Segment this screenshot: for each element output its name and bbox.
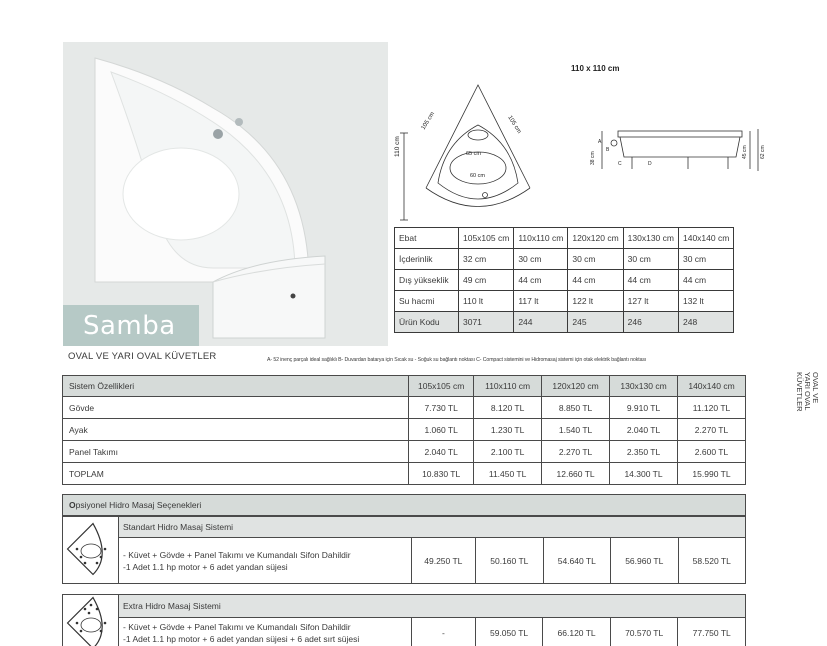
spec-value: 245 <box>568 312 623 333</box>
price-value: 11.120 TL <box>678 397 746 419</box>
spec-row <box>395 270 734 291</box>
system-title-row <box>63 595 746 618</box>
spec-table <box>394 227 734 333</box>
spec-label: Dış yükseklik <box>395 270 459 291</box>
overall-dimension: 110 x 110 cm <box>571 64 620 73</box>
price-value: 2.600 TL <box>678 441 746 463</box>
price-value: 1.060 TL <box>409 419 474 441</box>
price-value: 2.100 TL <box>474 441 542 463</box>
spec-value: 244 <box>514 312 568 333</box>
system-title-row <box>63 517 746 538</box>
spec-row-product-code <box>395 312 734 333</box>
svg-text:38 cm: 38 cm <box>590 151 596 165</box>
system-price: - <box>411 617 475 646</box>
svg-text:105 cm: 105 cm <box>506 114 522 135</box>
spec-value: 110x110 cm <box>514 228 568 249</box>
system-detail-row <box>63 617 746 646</box>
price-row-total <box>63 463 746 485</box>
spec-value: 32 cm <box>459 249 514 270</box>
side-label-line: YARI OVAL <box>803 372 812 411</box>
system-price: 58.520 TL <box>678 538 746 584</box>
price-value: 10.830 TL <box>409 463 474 485</box>
column-header: Sistem Özellikleri <box>63 376 409 397</box>
extra-massage-table <box>62 594 746 646</box>
spec-value: 110 lt <box>459 291 514 312</box>
spec-value: 246 <box>623 312 678 333</box>
column-header: 130x130 cm <box>610 376 678 397</box>
spec-value: 30 cm <box>623 249 678 270</box>
price-value: 2.040 TL <box>610 419 678 441</box>
system-line: -1 Adet 1.1 hp motor + 6 adet yandan süjesi + 6 adet sırt süjesi <box>123 634 360 645</box>
spec-value: 117 lt <box>514 291 568 312</box>
system-price: 49.250 TL <box>411 538 476 584</box>
column-header: 110x110 cm <box>474 376 542 397</box>
spec-value: 30 cm <box>514 249 568 270</box>
price-label: Gövde <box>63 397 409 419</box>
spec-value: 49 cm <box>459 270 514 291</box>
system-price: 77.750 TL <box>678 617 746 646</box>
spec-value: 44 cm <box>514 270 568 291</box>
svg-text:110 cm: 110 cm <box>394 136 401 157</box>
price-row <box>63 441 746 463</box>
spec-value: 30 cm <box>568 249 623 270</box>
jet-layout-icon <box>63 517 119 584</box>
spec-value: 122 lt <box>568 291 623 312</box>
spec-value: 132 lt <box>678 291 733 312</box>
bathtub-illustration <box>63 42 388 346</box>
spec-value: 30 cm <box>678 249 733 270</box>
price-value: 8.850 TL <box>542 397 610 419</box>
spec-value: 120x120 cm <box>568 228 623 249</box>
system-description <box>119 617 412 646</box>
system-line: -1 Adet 1.1 hp motor + 6 adet yandan süjesi <box>123 561 288 572</box>
price-label: Panel Takımı <box>63 441 409 463</box>
optional-title-initial: O <box>69 500 76 510</box>
system-line: - Küvet + Gövde + Panel Takımı ve Kumandalı Sifon Dahildir <box>123 549 351 560</box>
price-label: Ayak <box>63 419 409 441</box>
price-value: 2.270 TL <box>542 441 610 463</box>
drawing-legend: A- 52 inenç parçalı ideal sağlıklı B- Duvardan batarya için Sıcak su - Soğuk su bağlantı noktası C- Compact sistemini ve Hidromasaj sistemi için otak elektrik bağlantı noktası <box>267 357 647 363</box>
price-table <box>62 375 746 485</box>
spec-label: Ürün Kodu <box>395 312 459 333</box>
spec-value: 105x105 cm <box>459 228 514 249</box>
extra-jets-icon <box>63 595 118 646</box>
spec-value: 130x130 cm <box>623 228 678 249</box>
spec-label: İçderinlik <box>395 249 459 270</box>
price-value: 12.660 TL <box>542 463 610 485</box>
standard-jets-icon <box>63 519 118 579</box>
price-value: 2.350 TL <box>610 441 678 463</box>
svg-text:A: A <box>598 139 602 145</box>
spec-value: 44 cm <box>568 270 623 291</box>
spec-value: 127 lt <box>623 291 678 312</box>
price-value: 1.230 TL <box>474 419 542 441</box>
optional-section-title <box>62 494 746 516</box>
spec-value: 44 cm <box>623 270 678 291</box>
system-detail-row <box>63 538 746 584</box>
price-value: 15.990 TL <box>678 463 746 485</box>
svg-text:D: D <box>648 161 652 167</box>
system-price: 70.570 TL <box>610 617 678 646</box>
price-row <box>63 397 746 419</box>
system-price: 56.960 TL <box>611 538 678 584</box>
standard-massage-table <box>62 516 746 584</box>
column-header: 140x140 cm <box>678 376 746 397</box>
spec-value: 44 cm <box>678 270 733 291</box>
svg-text:65 cm: 65 cm <box>466 151 481 157</box>
system-price: 50.160 TL <box>476 538 543 584</box>
spec-value: 140x140 cm <box>678 228 733 249</box>
spec-row <box>395 228 734 249</box>
price-value: 1.540 TL <box>542 419 610 441</box>
jet-layout-icon <box>63 595 119 646</box>
technical-drawing <box>388 55 768 225</box>
system-price: 59.050 TL <box>475 617 543 646</box>
svg-text:C: C <box>618 161 622 167</box>
category-title: OVAL VE YARI OVAL KÜVETLER <box>68 351 217 362</box>
spec-row <box>395 249 734 270</box>
price-row <box>63 419 746 441</box>
svg-text:60 cm: 60 cm <box>470 173 485 179</box>
svg-text:B: B <box>606 147 610 153</box>
system-price: 66.120 TL <box>543 617 611 646</box>
brand-label-box <box>63 305 199 346</box>
spec-label: Ebat <box>395 228 459 249</box>
spec-label: Su hacmi <box>395 291 459 312</box>
price-label: TOPLAM <box>63 463 409 485</box>
price-value: 2.040 TL <box>409 441 474 463</box>
price-table-header <box>63 376 746 397</box>
price-value: 14.300 TL <box>610 463 678 485</box>
spec-value: 3071 <box>459 312 514 333</box>
system-description <box>119 538 412 584</box>
price-value: 8.120 TL <box>474 397 542 419</box>
spec-row <box>395 291 734 312</box>
system-name: Extra Hidro Masaj Sistemi <box>119 595 746 618</box>
product-photo <box>63 42 388 346</box>
column-header: 105x105 cm <box>409 376 474 397</box>
price-value: 7.730 TL <box>409 397 474 419</box>
svg-text:105 cm: 105 cm <box>420 111 437 132</box>
column-header: 120x120 cm <box>542 376 610 397</box>
price-value: 11.450 TL <box>474 463 542 485</box>
optional-title-rest: psiyonel Hidro Masaj Seçenekleri <box>75 500 202 510</box>
system-price: 54.640 TL <box>543 538 610 584</box>
system-name: Standart Hidro Masaj Sistemi <box>119 517 746 538</box>
svg-text:45 cm: 45 cm <box>742 145 748 159</box>
product-name: Samba <box>83 311 176 341</box>
price-value: 2.270 TL <box>678 419 746 441</box>
spec-value: 248 <box>678 312 733 333</box>
system-line: - Küvet + Gövde + Panel Takımı ve Kumandalı Sifon Dahildir <box>123 622 351 633</box>
svg-text:62 cm: 62 cm <box>760 145 766 159</box>
price-value: 9.910 TL <box>610 397 678 419</box>
side-label-line: KÜVETLER <box>795 372 804 412</box>
side-label-line: OVAL VE <box>811 372 820 404</box>
side-label <box>788 372 827 426</box>
